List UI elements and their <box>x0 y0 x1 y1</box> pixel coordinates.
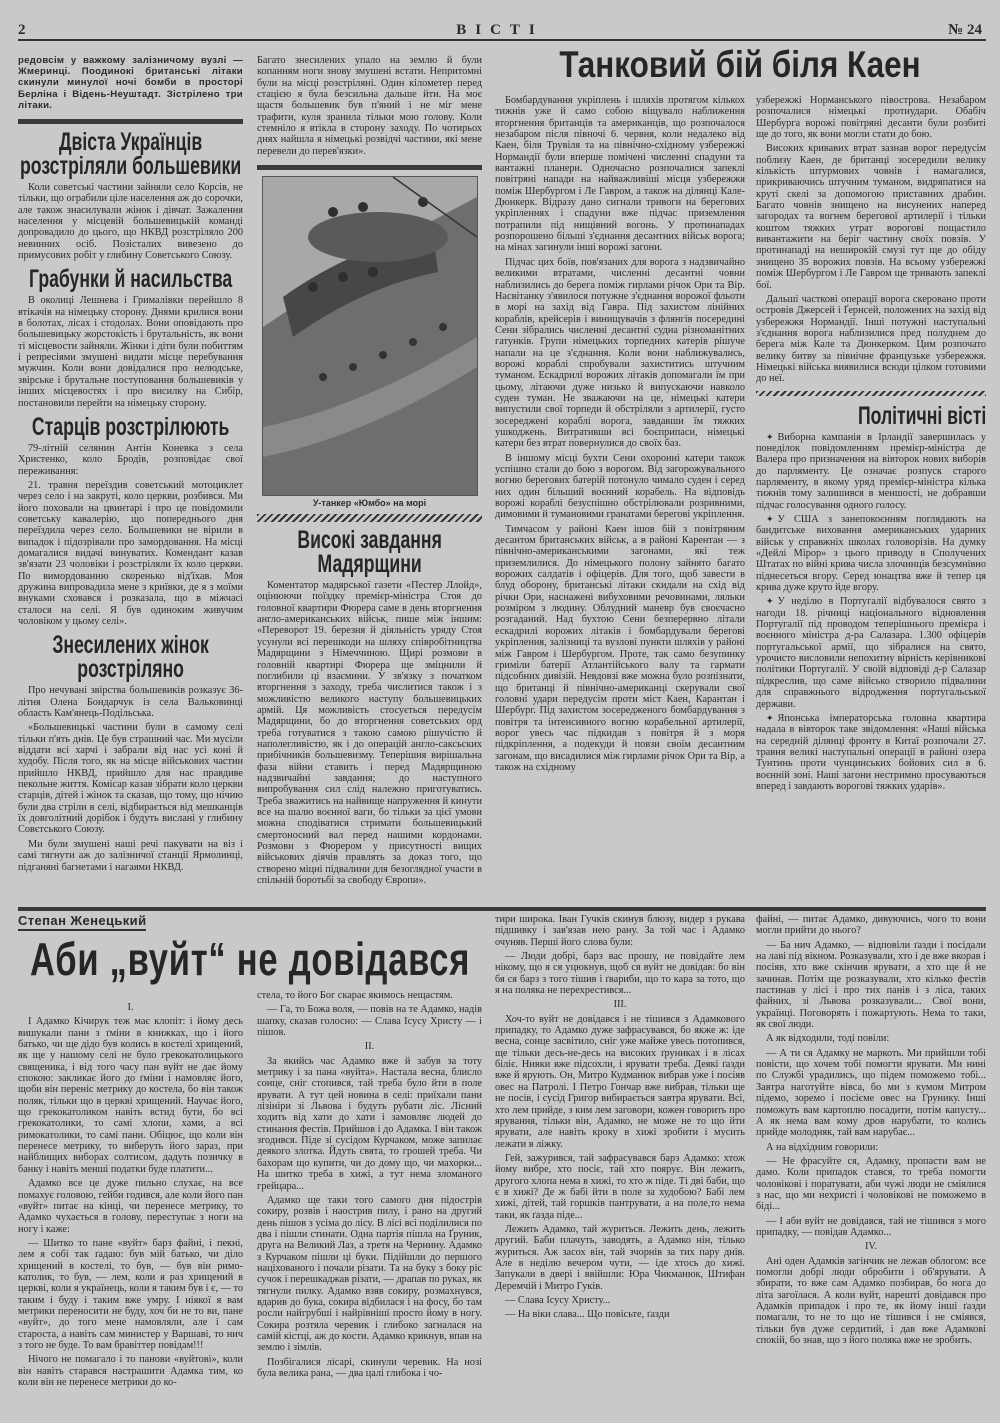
newspaper-title: ВІСТІ <box>456 22 544 38</box>
star-bullet-icon: ✦ <box>766 431 774 442</box>
masthead-rule <box>18 39 986 41</box>
story-paragraph: — Га, то Божа воля, — повів на те Адамко, надів шапку, сказав голосно: — Слава Ісусу Христу — і пішов. <box>257 1004 482 1039</box>
story-paragraph: Адамко ще таки того самого дня підострів сокиру, розвів і наострив пилу, і рано на другий день пішов з усіма до лісу. В лісі всі поділилися по два і пішли стинати. Одна партія пішла на Ґруник, друга на Великий Лаз, а третя на Чернину. Адамко з Курчаком пішли ці буки. Підійшли до першого націхованого і почали різати. Та на буку з боку ріс сучок і перешкаджав різати, — драпав по руках, як тягнули пилку. Адамко взяв сокиру, розмахнувся, вдарив до бука, сокира відбилася і на фосу, бо там росли найгрубші і найрівніші просто йому в ногу. Сокира розтяла черевик і глибоко загналася на самій кістці, аж до кости. Адамко крикнув, впав на землю і зімлів. <box>257 1194 482 1354</box>
article-paragraph: Дальші часткові операції ворога скеровано проти островів Джерсей і Ґернсей, положених на захід від узбережжя Нормандії. Інші потужні наступальні з'єднання ворога наблизилися пред полуднем до берега між Кале та Дюнкерком. Цим розпочато велику битву за північне французьке узбережжя. Німецькі війська виявилися всюди цілком готовими до неї. <box>756 293 986 385</box>
story-column-1 <box>18 1000 243 1420</box>
article-headline: Знесилених жінок розстріляно <box>52 631 209 684</box>
story-paragraph: Нічого не помагало і то панови «вуйтові», коли він навіть старався настрашити Адамка тим, ко коли він не перенесе метрики до ко- <box>18 1354 243 1388</box>
column-1-top <box>18 55 243 905</box>
story-column-4 <box>756 914 986 1420</box>
article-paragraph: узбережжі Норманського півострова. Незабаром розпочалися німецькі протиудари. Обабіч Шербурга ворожі повітряні десанти були розбиті ще до того, як вони могли стати до бою. <box>756 95 986 141</box>
star-bullet-icon: ✦ <box>766 514 774 524</box>
news-item: ✦ У США з занепокоєнням поглядають на бандитське виховання американських ударних військ у справжніх школах головорізів. На думку «Дейлі Мірор» з цього приводу в Сполучених Штатах по війні крива числа злочинців безсумнівно піднесеться вгору. Серед юнацтва вже й тепер ця крива дуже круто йде вгору. <box>756 514 986 594</box>
continuation-text: Багато знесилених упало на землю й були копанням ноги знову змушені встати. Непритомні були на місці розстріляні. Один кілометер перед стацією я була безсильна дальше йти. На моє щастя большевик був п'яний і не міг мене трафити, куля зранила тільки мою голову. Коли стемніло я втікла в сторону заходу. По чотирьох днях найшла я німецькі розвідчі частини, які мене перевели до перев'язки». <box>257 55 482 157</box>
lead-story-column-2 <box>756 95 986 905</box>
article-paragraph: Бомбардування укріплень і шляхів протягом кількох тижнів уже й само собою віщувало наближення вторгнення британців та американців, що розпочалося незабаром після півночі 6. червня, коли недалеко від Каен, біля Трувіля та на північно-східному узбережжі Нормандії були вперше помічені численні спадуни та вантажні планери. Одночасно розпочалися запеклі повітряні напади на найважливіші місця узбережжя поміж Шербургом і Ле Гавром, а також на ділянці Кале-Дюнкерк. Відразу дано сигнали тривоги на берегових укріпленнях і спадуни вже підчас приземлення потрапили під нищівний вогонь. У протинападах розпорошено більші з'єднання десантних військ ворога; на мінах загинули інші ворожі загони. <box>495 95 745 254</box>
political-news-headline: Політичні вісті <box>857 401 986 430</box>
story-paragraph: А на відхідним говорили: <box>766 1141 879 1153</box>
story-paragraph: — Не фрасуйте ся, Адамку, пропасти вам не дамо. Коли припадок стався, то треба помогти чоловікові і поратувати, аби чужі люди не сміялися з нас, що ми нехристі і чоловікові не поможемо в біді... <box>756 1155 986 1213</box>
story-paragraph: А як відходили, тоді повіли: <box>766 1033 890 1045</box>
story-column-3 <box>495 914 745 1420</box>
article-headline: Високі завдання Мадярщини <box>297 526 442 579</box>
star-bullet-icon: ✦ <box>766 596 774 607</box>
divider <box>18 119 243 124</box>
column-2-top <box>257 55 482 905</box>
star-bullet-icon: ✦ <box>766 712 774 723</box>
lead-headline: Танковий бій біля Каен <box>559 44 921 85</box>
ship-image-icon <box>263 177 477 495</box>
story-paragraph: Ані оден Адамків загінчик не лежав облогом: все помогли добрі люди обробити і об'ярувати. А збирати, то вже сам Адамко позбирав, бо нога до літа загоїлася. А коли вуйт, нарешті довідався про Адамків припадок і про те, як йому інші ґазди помагали, то не то що не тішився і не сміявся, тільки був дуже сердитий, і дав вже Адамкові спокій, бо знав, що з його поляка вже не зробить. <box>756 1255 986 1347</box>
article-paragraph: Коли советські частини зайняли село Корсів, не тільки, що ограбили ціле населення аж до сорочки, але також знасилували жінок і дівчат. Зажалення населення у місцевій большевицькій команді допровадило до цього, що НКВД розстріляло 200 невинних осіб. Позісталих вивезено до примусових робіт у глибину Советського Союзу. <box>18 182 243 262</box>
article-paragraph: Про нечувані звірства большевиків розказує 36-літня Олена Бондарчук із села Вальковинці область Кам'янець-Подільська. <box>18 685 243 720</box>
story-paragraph: — Слава Ісусу Христу... <box>505 1295 611 1306</box>
story-paragraph: — Шитко то пане «вуйт» барз файні, і пекні, лем я собі так ґадаю: був мій батько, чи діло хрищений в костелі, то був, — був він римо-католик, то був, — лем, коли я раз хрищений в церкві, коли я українець, коли я таким був і є, — то таким і буду і таким вже умру. І ніякої я вам метрики переносити не буду, хоч би не то ви, пане «вуйт», до того мене намовляли, але і сам староста, а навіть сам министер у Варшаві, то нич з того не буде. То вам бравіттер повідам!!! <box>18 1237 243 1351</box>
article-paragraph: Коментатор мадярської газети «Пестер Ллойд», оцінюючи поїздку премієр-міністра Стоя до головної квартири Фюрера саме в день вторгнення англо-американських військ, пише між іншим: «Переворот 19. березня й діяльність уряду Стоя усунули всі перешкоди на шляху співробітництва Мадярщини з Німеччиною. Щирі розмови в головній квартирі Фюрера ще зміцнили й поглибили ці взаємини. У зв'язку з початком вторгнення з заходу, треба числитися також і з можливістю великого наступу большевицьких армій. Ця можливість стосується передусім Мадярщини, бо до вторгнення советських орд треба готуватися з такою самою рішучістю й наполегливістю, як і до операцій англо-саксьских прибічників большевизму. Теперішня вирішальна фаза війни ставить і перед Мадярщиною надзвичайні завдання; до наступного випробування сил слід належно приготуватись. Треба зважитись на найвище напруження й кинути все на шалю воєнної ваги, бо тільки за цієї умови можна сподіватися стримати большевицький смертоносний вал перед нашими кордонами. Розмови з Фюрером у присутності вищих військових діячів правлять за доказ того, що створено міцні підвалини для безоглядної участи в спільній боротьбі за свободу Європи». <box>257 580 482 887</box>
continuation-text: редовсім у важкому залізничому вузлі — Жмеринці. Поодинокі британські літаки скинули минулої ночі бомби в просторі Берліна і Відень-Неуштадт. Зістрілено три літаки. <box>18 55 243 111</box>
story-paragraph: файні, — питає Адамко, дивуючись, чого то вони могли прийти до нього? <box>756 914 986 937</box>
news-item: ✦ Виборна кампанія в Ірландії завершилась у понеділок повідомленням премієр-міністра де Валера про призначення на вівторок нових виборів до парляменту. Це означає розпуск старого парляменту, в якому уряд премієр-міністра кілька тижнів тому залишився в меншості, не добравши підчас голосування одного голосу. <box>756 431 986 511</box>
article-paragraph: Тимчасом у районі Каен ішов бій з повітряним десантом британських військ, а в районі Карентан — з північно-американськими загонами, які теж приземлилися. До німецького полону зайнято багато ворожих салдатів і офіцерів. Для того, щоб завести в блуд оборону, британські літаки скидали на схід від річки Ори, наснажені вибуховими речовинами, ляльки розміром з людину. Облудний маневр був своєчасно розгаданий. Над бухтою Сени безперервно літали ескадрилі ворожих літаків і бомбардували берегові укріплення, залізниці та вузлові пункти шляхів у районі між Гавром і Шербургом. Проте, так само безупинку гриміли батерії Атлантійського валу та гармати підсобних дивізій. Невдовзі вже можна було розпізнати, що британці й північно-американці скерували свої головні удари передусім проти міст Каен, Карантан і Шербург. Під захистом зосередженого бомбардування з повітря та інтенсивного вогню корабельної артилерії, ворог увесь час підкидав з повітря й з моря підкріплення, а подекуди й повзи своїм десантним загонам, що висадилися між гирлами річок Ори та Вір, а також на східному <box>495 523 745 773</box>
article-paragraph: Високих кривавих втрат зазнав ворог передусім поблизу Каен, де британці зосередили велику кількість штурмових човнів і намагалися, прикриваючись штучним туманом, видряпатися на круті скелі за допомогою приставних драбин. Багато човнів знищено на висунених наперед загородах та вогнем берегової артилерії і тільки коштом тяжких утрат ворогові пощастило вивантажити на беріг частину своїх повзів. У протинападі на неширокій смузі тут ще до обіду знищено 35 ворожих повзів. На всьому узбережжі поміж Шербургом і Ле Гавром ще тривають запеклі бої. <box>756 143 986 291</box>
section-number: IV. <box>864 1241 878 1253</box>
tanker-ship-photo <box>262 176 478 496</box>
section-number: II. <box>364 1041 375 1053</box>
section-divider <box>18 907 986 911</box>
divider <box>257 165 482 170</box>
story-paragraph: — Ба нич Адамко, — відповіли ґазди і посідали на лаві під вікном. Розказували, хто і де вже вкорав і посіяв, хто вже скінчив ярувати, а хто ще й не зачинав. Потім ще розказували, хто кілько фестів пастинав у лісі і про тих панів і з ліса, таких файних, зі Львова розказували... Свої вони, українці. Поговорять і пожартують. Нема то таки, як свої люди. <box>756 939 986 1031</box>
section-number: I. <box>127 1002 134 1013</box>
page-number: 2 <box>18 22 26 38</box>
article-paragraph: В іншому місці бухти Сени охоронні катери також успішно стали до бою з ворогом. Від загорожувального вогню берегових батерій потонуло чимало суден і серед них один більший воєнний корабель. На відповідь ворожі кораблі безуспішно обстрілювали розривними, димовими й тумановими гранатами берегові укріплення. <box>495 452 745 521</box>
story-paragraph: тири широка. Іван Гучків скинув блюзу, видер з рукава підшивку і зав'язав нею рану. За той час і Адамко очуняв. Перші його слова були: <box>495 914 745 948</box>
article-headline: Старців розстрілюють <box>31 412 230 441</box>
story-paragraph: І Адамко Кічирук теж має клопіт: і йому десь вишукали пани з ґміни в книжках, що і його батько, чи ще дідо був колись в костелі хрищений, як ще у нашому селі не було грекокатолицького священика, і від того часу пан вуйт не дає йому спокою: закликає його до ґміни і намовляє його, щоби він переніс метрику до костела, бо він також поляк, тільки що в церкві хрищений. Научає його, що грекокатоликом навіть встид бути, бо всі грекокатолики, то самі хлопи, хами, а всі римокатолики, то самі пани. Обіцює, що коли він перенесе метрику, то виберуть його зараз, при найблищих виборах солтисом, дадуть позичку в банку і навіть менші податки буде платити... <box>18 1016 243 1175</box>
article-paragraph: 21. травня переїздив советський мотоциклет через село і на закруті, коло церкви, розбився. Ми його поховали на цвинтарі і про це повідомили советську кавалерію, що попереднього дня переїздила через село. Большевики не вірили в випадок і підозрівали про замордовання. На місці домагалися видачі винуватих. Комендант казав зв'язати 23 чоловіки і розстріляли їх коло церкви. По вимордованню скоренько від'їхав. Моя дружина випровадила мене з криївки, де я з моїми внуками сховався і розказала, що в міжчасі сталося на селі. Я був одиноким живучим чоловіком у цьому селі». <box>18 479 243 628</box>
photo-caption: У-танкер «Юмбо» на морі <box>312 498 427 509</box>
article-paragraph: Підчас цих боїв, пов'язаних для ворога з надзвичайно великими втратами, численні десантні човни наблизились до берега поміж гирлами річок Ори та Вір. Насвітанку з'явилося потужне з'єднання ворожої фльоти в морі на захід від Гавра. Під захистом лінійних кораблів, крейсерів і винищувачів з флянгів посередині Сени зібрались численні десантні судна різноманітних гатунків. Групи німецьких торпедних катерів рішуче напали на це з'єднання. Коли вони наближувались, ворожі кораблі спробували захиститись штучним туманом. Ескадрилі ворожих літаків допомагали їм при цьому, літаючи дуже низько й випускаючи навколо суден туман. Не зважаючи на це, німецькі катери випустили свої торпеди й обстріляли з артилерії, густо зосереджені кораблі ворога, завдавши їм тяжких ушкоджень. Витративши всі боєприпаси, німецькі катери без втрат повернулися до своїх баз. <box>495 256 745 450</box>
story-paragraph: Лежить Адамко, тай журиться. Лежить день, лежить другий. Баби плачуть, заводять, а Адамко нін, тілько журиться. Аж засох він, тай зчорнів за тих пару днів. Але в неділю вечером чути, — іде хтось до хижі. Запукали в двері і ввійшли: Юра Чикманюк, Штифан Деремчій і Митро Гуків. <box>495 1223 745 1292</box>
article-paragraph: «Большевицькі частини були в самому селі тільки п'ять днів. Це був страшний час. Ми мусіли віддати всі харчі і забрали від нас усі коні й худобу. Після того, як на місце військових частин прийшло НКВД, прийшло для нас правдиве пекольне життя. Комісар казав зібрати коло церкви старців, дітей і жінок та сказав, що тому, що нічию були два стріли в селі, відбирається від мешканців їх довголітний дорібок і будуть вислані у глибину Совєтського Союзу. <box>18 722 243 836</box>
article-headline: Двіста Українців розстріляли большевики <box>20 128 242 181</box>
issue-number: № 24 <box>948 22 982 38</box>
story-author: Степан Женецький <box>18 913 146 931</box>
story-paragraph: — На віки слава... Що повісьте, ґазди <box>505 1309 670 1321</box>
article-paragraph: 79-літній селянин Антін Коневка з села Христенко, коло Бродів, розповідає свої переживання: <box>18 442 243 477</box>
section-number: III. <box>613 999 627 1011</box>
article-paragraph: В околиці Лешнева і Грималівки перейшло 8 втікачів на німецьку сторону. Днями крилися вони в болотах, лісах і стодолах. Вони оповідають про большевицьку жорстокість і брутальність, як вони ті місцевости зайняли. Жінки і діти були побиттям і репресіями змушені видати місце перебування мужчин. Коли вони довідалися про нелюдське, звірське і брутальне поступовання большевиків у інших місцевостях і про висилку на Сибір, постановили перейти на німецьку сторону. <box>18 295 243 409</box>
article-paragraph: Ми були змушені наші речі пакувати на віз і самі тягнути аж до залізничої станції Ярмолинці, підганяні багнетами і нагаями НКВД. <box>18 838 243 873</box>
lead-story-column-1 <box>495 95 745 905</box>
story-paragraph: Гей, зажурився, тай зафрасувався барз Адамко: хтож йому вибре, хто посіє, тай хто поярує. Він лежить, другого хлопа нема в хижі, то хто ж піде. Ті дві баби, що є в хижі? Де ж бабі йти в поле за худобою? Бабі лем хижі, дітей, тай горшків пантрувати, а на поле,то нема таки, як ґазда піде... <box>495 1152 745 1221</box>
story-paragraph: Позбігалися лісарі, скинули черевик. На нозі була велика рана, — два цалі глибока і чо- <box>257 1356 482 1379</box>
wavy-divider <box>756 391 986 396</box>
story-paragraph: — І аби вуйт не довідався, тай не тішився з мого припадку, — повідав Адамко... <box>756 1215 986 1238</box>
wavy-divider <box>257 514 482 522</box>
story-column-2 <box>257 990 482 1420</box>
news-item: ✦ У неділю в Португалії відбувалося свято з нагоди 18. річниці національного відновлення Португалії під проводом теперішнього премієра і воєнного міністра д-ра Салазара. 1.300 офіцерів португальської армії, що зібралися на свято, урочисто висловили непохитну вірність керівникові політики Португалії. У своїй відповіді д-р Салазар підкреслив, що саме військо створило підвалини для справжнього відродження португальської держави. <box>756 596 986 710</box>
news-item: ✦ Японська імператорська головна квартира надала в вівторок таке звідомлення: «Наші війська на середній ділянці фронту в Китаї розпочали 27. травня великі наступальні операції в районі озера Тунтинь проти чунцинських бойових сил в 6. воєнній зоні. Наші загони нестримно просуваються вперед і завдають ворогові тяжких ударів». <box>756 712 986 792</box>
story-paragraph: Адамко все це дуже пильно слухає, на все помахує головою, гейби годився, але коли його пан «вуйт» питає на кінці, чи перенесе метрику, то Адамко чухається в голову, переступає з ноги на ногу і каже: <box>18 1178 243 1235</box>
story-paragraph: — Люди добрі, барз вас прошу, не повідайте лем нікому, що я ся уцюкнув, щоб ся вуйт не довідав: бо він бя ся барз з того тішив і ґвариби, що то кара за тото, що я на поляка не перехрестився... <box>495 951 745 997</box>
story-paragraph: стела, то його Бог скарає якимось нещастям. <box>257 990 453 1001</box>
story-paragraph: Хоч-то вуйт не довідався і не тішився з Адамкового припадку, то Адамко дуже зафрасувався, бо якже ж: іде весна, сонце засвітило, сніг уже майже увесь потопився, ще тільки десь-не-десь на високих ґруниках і в лісах біліє. Нивки вже підсохли, і ярувати треба. Деякі ґазди вже й ярують. Он, Митро Кудманюк вибрав уже і посіяв овес на Патролі. І Петро Гончар вже вибрав, тільки ще не посів, і сусід Григор вибирається завтра ярувати. Всі, хто лем прийде, з ким лем заговори, кожен говорить про ярування, тільки він, Адамко, не може не то що йти ярувати, але навіть кроку в хижі зробити і мусить лежати в ліжку. <box>495 1013 745 1150</box>
story-paragraph: — А ти ся Адамку не маркоть. Ми прийшли тобі повісти, що хочем тобі помогти ярувати. Ми нині по Службі урадились, що підем поможемо тобі... Завтра наготуйте вівса, бо ми з кумом Митром підемо, зоремо і посієме овес на Грунику. Інші поможуть вам картоплю посадити, потім капусту... А як нема вам кому дров нарубати, то колись прийде молодняк, тай вам нарубає... <box>756 1047 986 1139</box>
story-paragraph: За якийсь час Адамко вже й забув за тоту метрику і за пана «вуйта». Настала весна, блисло сонце, сніг стопився, тай треба було йти в поле ярувати. А тут цей новина в селі: приїхали пани лізініри зі Львова і будуть рубати ліс. Лісний ходить від хати до хати і замовляє людей до стинання фестів. Прийшов і до Адамка. І він також згодився. Піде зі сусідом Курчаком, може запилає деякого злотка. Йдуть свята, то грошей треба. Чи бахорам що купити, чи до дому що, чи махорки... На шитко треба в хижі, а тут нема зломаного грейцара... <box>257 1055 482 1192</box>
story-title: Аби „вуйт“ не довідався <box>30 933 470 985</box>
article-headline: Грабунки й насильства <box>29 265 233 294</box>
